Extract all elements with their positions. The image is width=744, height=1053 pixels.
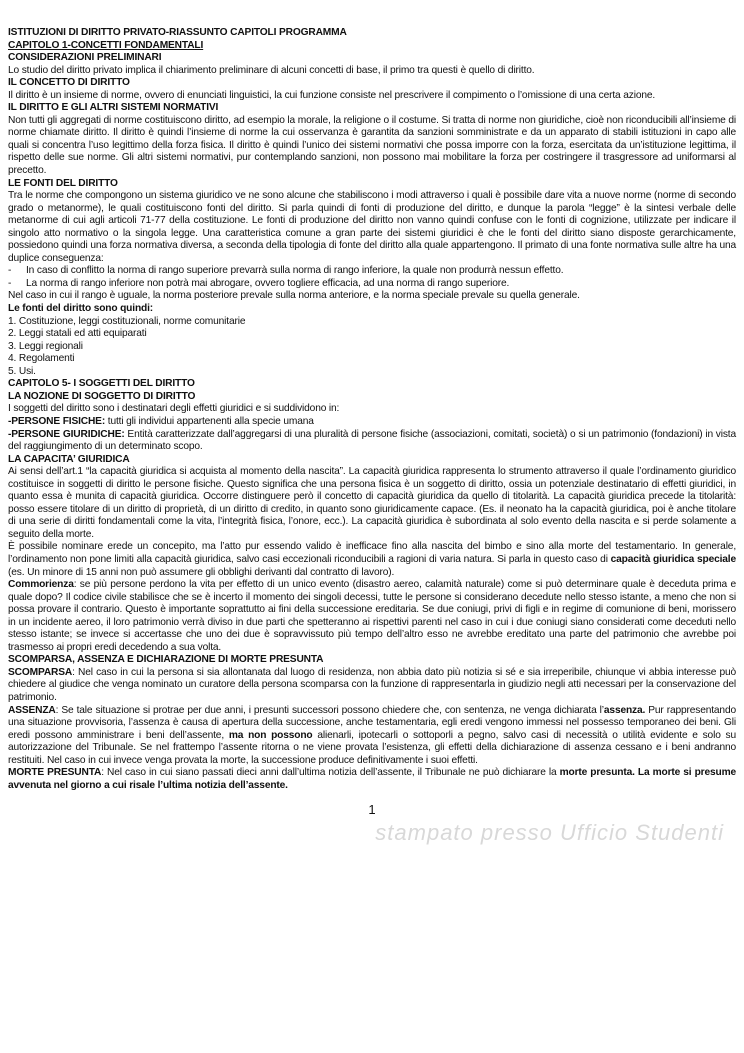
text-run: ISTITUZIONI DI DIRITTO PRIVATO-RIASSUNTO CAPITOLI PROGRAMMA <box>8 27 347 38</box>
section-heading <box>8 102 736 115</box>
section-heading <box>8 454 736 467</box>
bullet-dash-icon: - <box>8 277 12 289</box>
paragraph <box>8 90 736 103</box>
text-run: CAPITOLO 5- I SOGGETTI DEL DIRITTO <box>8 378 195 390</box>
bullet-dash-icon: - <box>8 265 12 277</box>
document-title <box>8 27 736 40</box>
text-run: Pur rappresentando una situazione provvisoria, l’assenza è causa di apertura della successione, anche testamentaria, egli eredi vengono immessi nel possesso temporaneo dei beni. Gli eredi possono amministrare i beni dell’assente, <box>8 704 736 741</box>
numbered-item <box>8 353 736 366</box>
bullet-item <box>8 278 736 291</box>
section-heading <box>8 77 736 90</box>
text-run: IL DIRITTO E GLI ALTRI SISTEMI NORMATIVI <box>8 102 219 114</box>
bold-text: -PERSONE GIURIDICHE: <box>8 428 125 440</box>
paragraph <box>8 767 736 792</box>
bold-text: ma non possono <box>228 729 313 741</box>
paragraph <box>8 667 736 705</box>
bold-text: capacità giuridica speciale <box>610 553 736 565</box>
section-heading <box>8 378 736 391</box>
document-title <box>8 40 736 53</box>
text-run: In caso di conflitto la norma di rango superiore prevarrà sulla norma di rango inferiore, la quale non produrrà nessun effetto. <box>26 265 564 277</box>
paragraph <box>8 115 736 178</box>
text-run: La norma di rango inferiore non potrà mai abrogare, ovvero togliere efficacia, ad una norma di rango superiore. <box>26 277 510 289</box>
text-run: : se più persone perdono la vita per effetto di un unico evento (disastro aereo, calamità naturale) come si può determinare quale è deceduta prima e quale dopo? Il codice civile stabilisce che se è incerto il momento dei singoli decessi, tutte le persone si considerano decedute nello stesso istante, a meno che non si possa provare il contrario. Questo è importante soprattutto ai fini della successione ereditaria. Se due coniugi, privi di figli e in regime di comunione di beni, morissero in un incidente aereo, il loro patrimonio verrà diviso in due parti che spetteranno ai rispettivi parenti nel caso in cui i due coniugi siano considerati come deceduti nello stesso istante; se invece si accertasse che uno dei due è sopravvissuto più tempo dell’altro esso ne avrebbe ereditato una parte del patrimonio che avrebbe poi trasmesso ai propri eredi decedendo a sua volta. <box>8 579 736 653</box>
text-run: tutti gli individui appartenenti alla specie umana <box>105 415 314 427</box>
text-run: : Se tale situazione si protrae per due anni, i presunti successori possono chiedere che, con sentenza, ne venga dichiarata l’ <box>55 704 604 716</box>
paragraph <box>8 416 736 429</box>
section-heading <box>8 52 736 65</box>
bold-text: Commorienza <box>8 579 74 591</box>
text-run: LA NOZIONE DI SOGGETTO DI DIRITTO <box>8 390 196 402</box>
text-run: 5. Usi. <box>8 365 36 377</box>
text-run: (es. Un minore di 15 anni non può assumere gli obblighi derivanti dal contratto di lavoro). <box>8 566 395 578</box>
bold-text: -PERSONE FISICHE: <box>8 415 106 427</box>
paragraph <box>8 579 736 654</box>
paragraph <box>8 290 736 303</box>
text-run: : Nel caso in cui la persona si sia allontanata dal luogo di residenza, non abbia dato più notizia si sé e sia irreperibile, chiunque vi abbia interesse può chiedere al giudice che venga nominato un curatore della persona scomparsa con la funzione di rappresentarla in giudizio negli atti necessari per la conservazione del patrimonio. <box>8 666 736 703</box>
paragraph <box>8 429 736 454</box>
text-run: 1. Costituzione, leggi costituzionali, norme comunitarie <box>8 315 246 327</box>
text-run: CAPITOLO 1-CONCETTI FONDAMENTALI <box>8 39 204 51</box>
section-heading <box>8 178 736 191</box>
bold-text: Le fonti del diritto sono quindi: <box>8 303 154 315</box>
text-run: Non tutti gli aggregati di norme costituiscono diritto, ad esempio la morale, la religione o il costume. Si tratta di norme non giuridiche, cioè non riconducibili all’insieme di norme chiamate diritto. Il diritto è quindi l’insieme di norme la cui osservanza è garantita da sanzioni somministrate e da un apparato di stabili istituzioni in capo alle quali si concentra l’uso legittimo della forza fisica. Il diritto è quindi l’unico dei sistemi normativi che possa imporre con la forza, esercitata da un’istituzione legittima, il rispetto delle sue norme. Gli altri sistemi normativi, pur contemplando sanzioni, non possono mai mobilitare la forza per costringere il trasgressore ad uniformarsi al precetto. <box>8 114 736 177</box>
text-run: È possibile nominare erede un concepito, ma l’atto pur essendo valido è inefficace fino alla nascita del bimbo e sino alla morte del testamentario. In generale, l’ordinamento non pone limiti alla capacità giuridica, salvo casi eccezionali riconducibili a ragioni di varia natura. Si parla in questo caso di <box>8 541 736 565</box>
text-run: Nel caso in cui il rango è uguale, la norma posteriore prevale sulla norma anteriore, e la norma speciale prevale su quella generale. <box>8 290 580 302</box>
text-run: 2. Leggi statali ed atti equiparati <box>8 328 147 340</box>
paragraph <box>8 190 736 265</box>
bold-text: MORTE PRESUNTA <box>8 767 102 779</box>
text-run: Entità caratterizzate dall’aggregarsi di una pluralità di persone fisiche (associazioni, comitati, società) o si un patrimonio (fondazioni) in vista del raggiungimento di un determinato scopo. <box>8 428 736 453</box>
paragraph <box>8 65 736 78</box>
section-heading <box>8 654 736 667</box>
bullet-item <box>8 265 736 278</box>
numbered-item <box>8 328 736 341</box>
watermark: stampato presso Ufficio Studenti <box>375 820 724 846</box>
text-run: Tra le norme che compongono un sistema giuridico ve ne sono alcune che stabiliscono i modi attraverso i quali è possibile dare vita a nuove norme (norme di secondo grado o metanorme), le quali costituiscono fonti del diritto. Si parla quindi di fonti di produzione del diritto, e dunque la parola “legge” è la sintesi verbale delle metanorme di cui agli articoli 71-77 della costituzione. Le fonti di produzione del diritto non vanno quindi confuse con le fonti di cognizione, utilizzate per indicare il singolo atto normativo o la singola legge. Una caratteristica comune a gran parte dei sistemi giuridici è che le fonti del diritto siano disposte gerarchicamente, possiedono quindi una forza normativa diversa, a seconda della tipologia di fonte del diritto alla quale appartengono. Il primato di una fonte normativa sulle altre ha una duplice conseguenza: <box>8 190 736 264</box>
paragraph <box>8 705 736 768</box>
paragraph <box>8 403 736 416</box>
text-run: alienarli, ipotecarli o sottoporli a pegno, salvo casi di necessità o utilità evidente e solo su autorizzazione del Tribunale. Se nel frattempo l’assente ritorna o ne viene provata l’esistenza, gli effetti della dichiarazione di assenza cessano e i beni andranno restituiti. Nel caso in cui invece venga provata la morte, la successione produce definitivamente i suoi effetti. <box>8 729 736 766</box>
text-run: Il diritto è un insieme di norme, ovvero di enunciati linguistici, la cui funzione consiste nel prescrivere il compimento o l’omissione di una certa azione. <box>8 89 656 101</box>
paragraph <box>8 466 736 541</box>
paragraph <box>8 541 736 579</box>
text-run: Lo studio del diritto privato implica il chiarimento preliminare di alcuni concetti di base, il primo tra questi è quello di diritto. <box>8 64 535 76</box>
text-run: SCOMPARSA, ASSENZA E DICHIARAZIONE DI MORTE PRESUNTA <box>8 654 324 666</box>
section-heading <box>8 391 736 404</box>
text-run: 4. Regolamenti <box>8 353 75 365</box>
text-run: CONSIDERAZIONI PRELIMINARI <box>8 52 162 64</box>
text-run: I soggetti del diritto sono i destinatari degli effetti giuridici e si suddividono in: <box>8 403 340 415</box>
paragraph <box>8 303 736 316</box>
document-body <box>8 0 736 792</box>
numbered-item <box>8 366 736 379</box>
text-run: 3. Leggi regionali <box>8 340 83 352</box>
text-run: : Nel caso in cui siano passati dieci anni dall’ultima notizia dell’assente, il Tribunale ne può dichiarare la <box>101 767 560 779</box>
bold-text: assenza. <box>603 704 646 716</box>
text-run: Ai sensi dell’art.1 “la capacità giuridica si acquista al momento della nascita”. La capacità giuridica rappresenta lo strumento attraverso il quale l’ordinamento giuridico costituisce in soggetti di diritto le persone fisiche. Questo significa che una persona fisica è un soggetto di diritto, ossia un potenziale destinatario di effetti giuridici, in quanto essa è munita di capacità giuridica. Occorre distinguere però il concetto di capacità giuridica da quello di titolarità. La capacità giuridica precede la titolarità: posso essere titolare di un diritto di proprietà, di un diritto di credito, in quanto sono giuridicamente capace. (Es. il neonato ha la capacità giuridica, poi è anche titolare di una serie di diritti fondamentali come la vita, l’integrità fisica, l’onore, ecc.). La capacità giuridica è subordinata al solo evento della nascita e si perde solamente a seguito della morte. <box>8 466 736 540</box>
text-run: LA CAPACITA’ GIURIDICA <box>8 453 130 465</box>
text-run: IL CONCETTO DI DIRITTO <box>8 77 130 89</box>
numbered-item <box>8 341 736 354</box>
bold-text: morte presunta. La morte si presume avvenuta nel giorno a cui risale l’ultima notizia dell’assente. <box>8 767 736 791</box>
bold-text: SCOMPARSA <box>8 666 73 678</box>
bold-text: ASSENZA <box>8 704 56 716</box>
page-number: 1 <box>368 802 376 818</box>
text-run: LE FONTI DEL DIRITTO <box>8 177 118 189</box>
numbered-item <box>8 316 736 329</box>
